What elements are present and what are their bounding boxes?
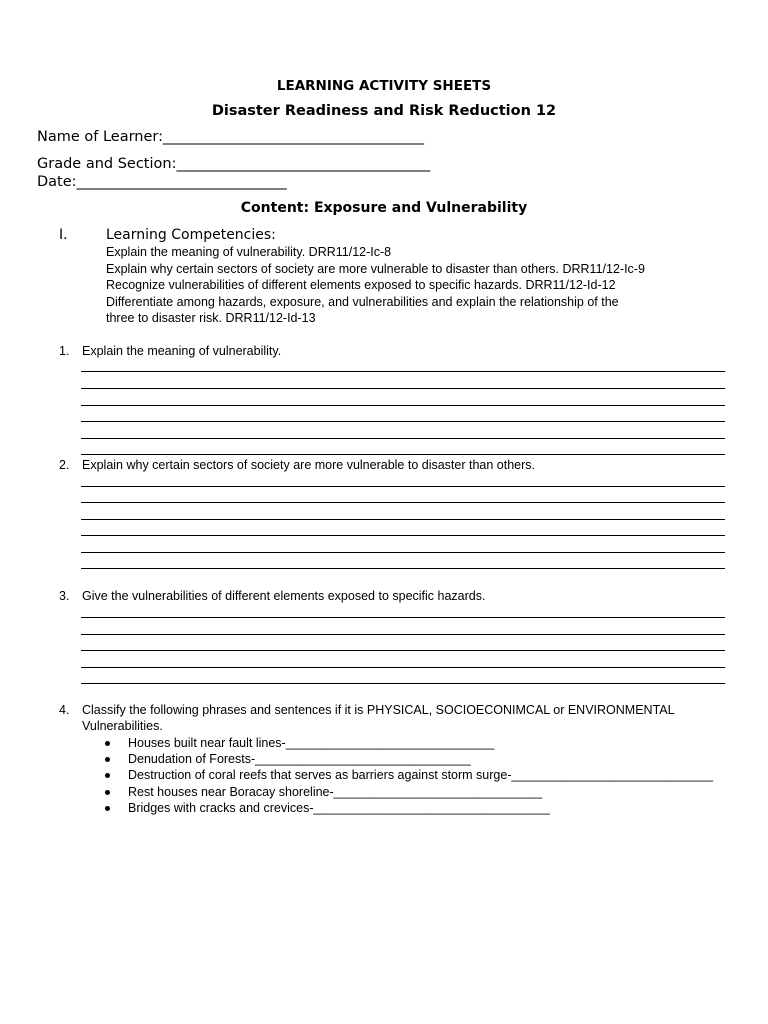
answer-line[interactable]	[81, 552, 725, 553]
bullet-icon	[105, 806, 110, 811]
answer-line[interactable]	[81, 683, 725, 684]
answer-line[interactable]	[81, 667, 725, 668]
competency-line: Explain the meaning of vulnerability. DRR11/12-Ic-8	[106, 245, 392, 259]
question-4-text: Classify the following phrases and sentences if it is PHYSICAL, SOCIOECONIMCAL or ENVIRONMENTAL	[82, 703, 675, 717]
bullet-icon	[105, 790, 110, 795]
answer-line[interactable]	[81, 519, 725, 520]
classify-item[interactable]: Destruction of coral reefs that serves as barriers against storm surge-_____________________________	[128, 768, 714, 782]
question-1-text: Explain the meaning of vulnerability.	[82, 344, 282, 358]
name-field[interactable]: Name of Learner:____________________________________	[37, 129, 425, 145]
answer-line[interactable]	[81, 634, 725, 635]
question-4-number: 4.	[59, 703, 70, 717]
competencies-heading: Learning Competencies:	[106, 227, 276, 243]
question-3-text: Give the vulnerabilities of different elements exposed to specific hazards.	[82, 589, 486, 603]
answer-line[interactable]	[81, 371, 725, 372]
answer-line[interactable]	[81, 617, 725, 618]
answer-line[interactable]	[81, 405, 725, 406]
competency-line: three to disaster risk. DRR11/12-Id-13	[106, 311, 316, 325]
answer-line[interactable]	[81, 502, 725, 503]
classify-item[interactable]: Denudation of Forests-_______________________________	[128, 752, 471, 766]
question-1-number: 1.	[59, 344, 70, 358]
answer-line[interactable]	[81, 535, 725, 536]
answer-line[interactable]	[81, 421, 725, 422]
question-3-number: 3.	[59, 589, 70, 603]
answer-line[interactable]	[81, 454, 725, 455]
answer-line[interactable]	[81, 438, 725, 439]
competency-line: Recognize vulnerabilities of different elements exposed to specific hazards. DRR11/12-Id-12	[106, 278, 616, 292]
answer-line[interactable]	[81, 650, 725, 651]
subject-title: Disaster Readiness and Risk Reduction 12	[211, 103, 557, 119]
classify-item[interactable]: Bridges with cracks and crevices-__________________________________	[128, 801, 550, 815]
competency-line: Explain why certain sectors of society are more vulnerable to disaster than others. DRR11/12-Ic-9	[106, 262, 645, 276]
classify-item[interactable]: Houses built near fault lines-______________________________	[128, 736, 495, 750]
answer-line[interactable]	[81, 388, 725, 389]
competency-line: Differentiate among hazards, exposure, and vulnerabilities and explain the relationship of the	[106, 295, 619, 309]
bullet-icon	[105, 757, 110, 762]
date-field[interactable]: Date:_____________________________	[37, 174, 287, 190]
question-2-text: Explain why certain sectors of society are more vulnerable to disaster than others.	[82, 458, 535, 472]
sheet-title: LEARNING ACTIVITY SHEETS	[276, 78, 492, 94]
question-2-number: 2.	[59, 458, 70, 472]
answer-line[interactable]	[81, 486, 725, 487]
classify-item[interactable]: Rest houses near Boracay shoreline-______________________________	[128, 785, 543, 799]
grade-section-field[interactable]: Grade and Section:___________________________________	[37, 156, 431, 172]
answer-line[interactable]	[81, 568, 725, 569]
question-4-text-cont: Vulnerabilities.	[82, 719, 163, 733]
bullet-icon	[105, 773, 110, 778]
content-title: Content: Exposure and Vulnerability	[240, 200, 528, 216]
bullet-icon	[105, 741, 110, 746]
competencies-number: I.	[59, 227, 68, 243]
